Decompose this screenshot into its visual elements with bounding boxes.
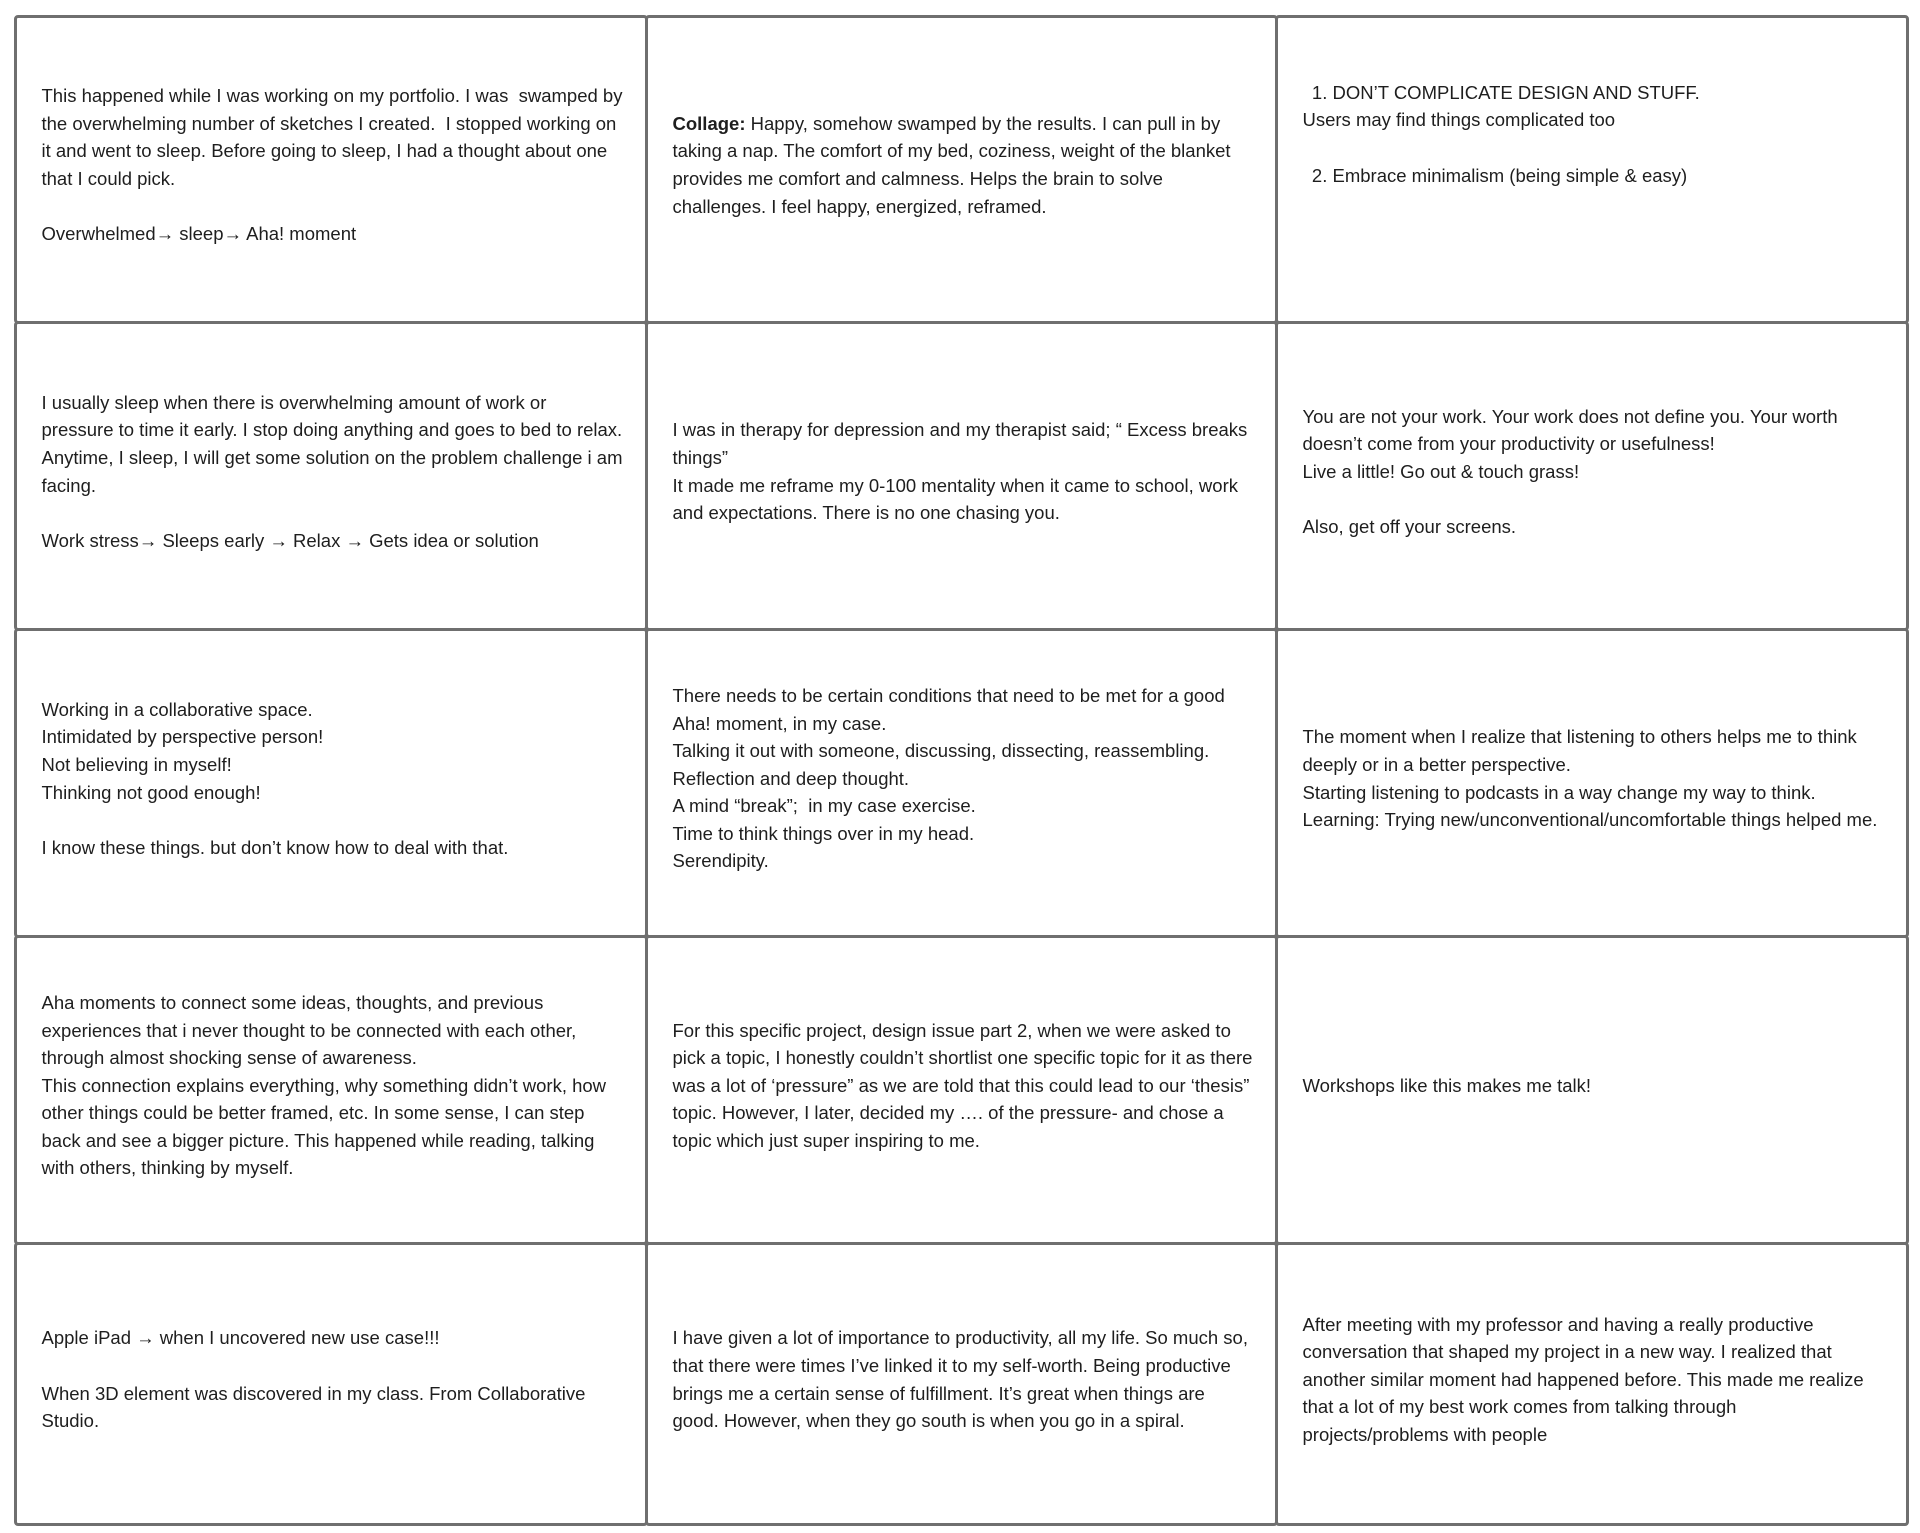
note-card: [1275, 935, 1909, 1245]
note-text: I was in therapy for depression and my therapist said; “ Excess breaks things” It made me reframe my 0-100 mentality when it came to school, work and expectations. There is no one chasing you.: [672, 419, 1248, 524]
note-text: For this specific project, design issue part 2, when we were asked to pick a topic, I honestly couldn’t shortlist one specific topic for it as there was a lot of ‘pressure” as we are told that this could lead to our ‘thesis” topic. However, I later, decided my …. of the pressure- and chose a topic which just super inspiring to me.: [672, 1019, 1258, 1151]
note-text: Aha moments to connect some ideas, thoughts, and previous experiences that i never thought to be connected with each other, through almost shocking sense of awareness. This connection explains everything, why something didn’t work, how other things could be better framed, etc. In some sense, I can step back and see a bigger picture. This happened while reading, talking with others, thinking by myself.: [41, 991, 607, 1179]
note-card: [1275, 628, 1909, 938]
note-card: [1275, 15, 1909, 324]
note-card: [645, 321, 1278, 631]
note-card: [14, 935, 648, 1245]
note-text: [1303, 79, 1700, 189]
note-card: [1275, 321, 1909, 631]
note-body: Happy, somehow swamped by the results. I can pull in by taking a nap. The comfort of my bed, coziness, weight of the blanket provides me comfort and calmness. Helps the brain to solve challenges. I feel happy, energized, reframed.: [672, 112, 1236, 217]
note-text: Apple iPad → when I uncovered new use case!!! When 3D element was discovered in my class. From Collaborative Studio.: [41, 1327, 586, 1432]
sticky-note-grid: [15, 16, 1907, 1524]
note-text: [673, 110, 1253, 220]
note-text: I have given a lot of importance to productivity, all my life. So much so, that there were times I’ve linked it to my self-worth. Being productive brings me a certain sense of fulfillment. It’s great when things are good. However, when they go south is when you go in a spiral.: [672, 1327, 1254, 1432]
note-card: [645, 935, 1278, 1245]
note-text: After meeting with my professor and having a really productive conversation that shaped my project in a new way. I realized that another similar moment had happened before. This made me realize that a lot of my best work comes from talking through projects/problems with people: [1302, 1313, 1869, 1445]
note-text: Working in a collaborative space. Intimidated by perspective person! Not believing in myself! Thinking not good enough! I know these things. but don’t know how to deal with that.: [41, 698, 509, 858]
note-text: This happened while I was working on my portfolio. I was swamped by the overwhelming number of sketches I created. I stopped working on it and went to sleep. Before going to sleep, I had a thought about one that I could pick. Overwhelmed→ sleep→ Aha! moment: [41, 85, 623, 245]
note-card: [645, 628, 1278, 938]
note-body: Users may find things complicated too: [1302, 109, 1616, 131]
list-item: 2. Embrace minimalism (being simple & easy): [1333, 162, 1700, 190]
note-text: There needs to be certain conditions that need to be met for a good Aha! moment, in my case. Talking it out with someone, discussing, dissecting, reassembling. Reflection and deep thought. A mind “break”; in my case exercise. Time to think things over in my head. Serendipity.: [672, 684, 1225, 872]
list-item: 1. DON’T COMPLICATE DESIGN AND STUFF.: [1333, 79, 1700, 107]
note-text: You are not your work. Your work does not define you. Your worth doesn’t come from your productivity or usefulness! Live a little! Go out & touch grass! Also, get off your screens.: [1302, 405, 1838, 537]
note-text: The moment when I realize that listening to others helps me to think deeply or in a better perspective. Starting listening to podcasts in a way change my way to think. Learning: Trying new/unconventional/uncomfortable things helped me.: [1302, 726, 1878, 831]
note-text: Workshops like this makes me talk!: [1302, 1074, 1592, 1096]
note-card: [14, 15, 648, 324]
note-card: [645, 1242, 1278, 1526]
note-card: [14, 1242, 648, 1526]
note-label: Collage:: [672, 112, 746, 134]
note-card: [14, 321, 648, 631]
note-card: [14, 628, 648, 938]
note-card: [1275, 1242, 1909, 1526]
note-text: I usually sleep when there is overwhelming amount of work or pressure to time it early. I stop doing anything and goes to bed to relax. Anytime, I sleep, I will get some solution on the problem challenge i am facing. Work stress→ Sleeps early → Relax → Gets idea or solution: [41, 391, 623, 551]
note-card: [645, 15, 1278, 324]
